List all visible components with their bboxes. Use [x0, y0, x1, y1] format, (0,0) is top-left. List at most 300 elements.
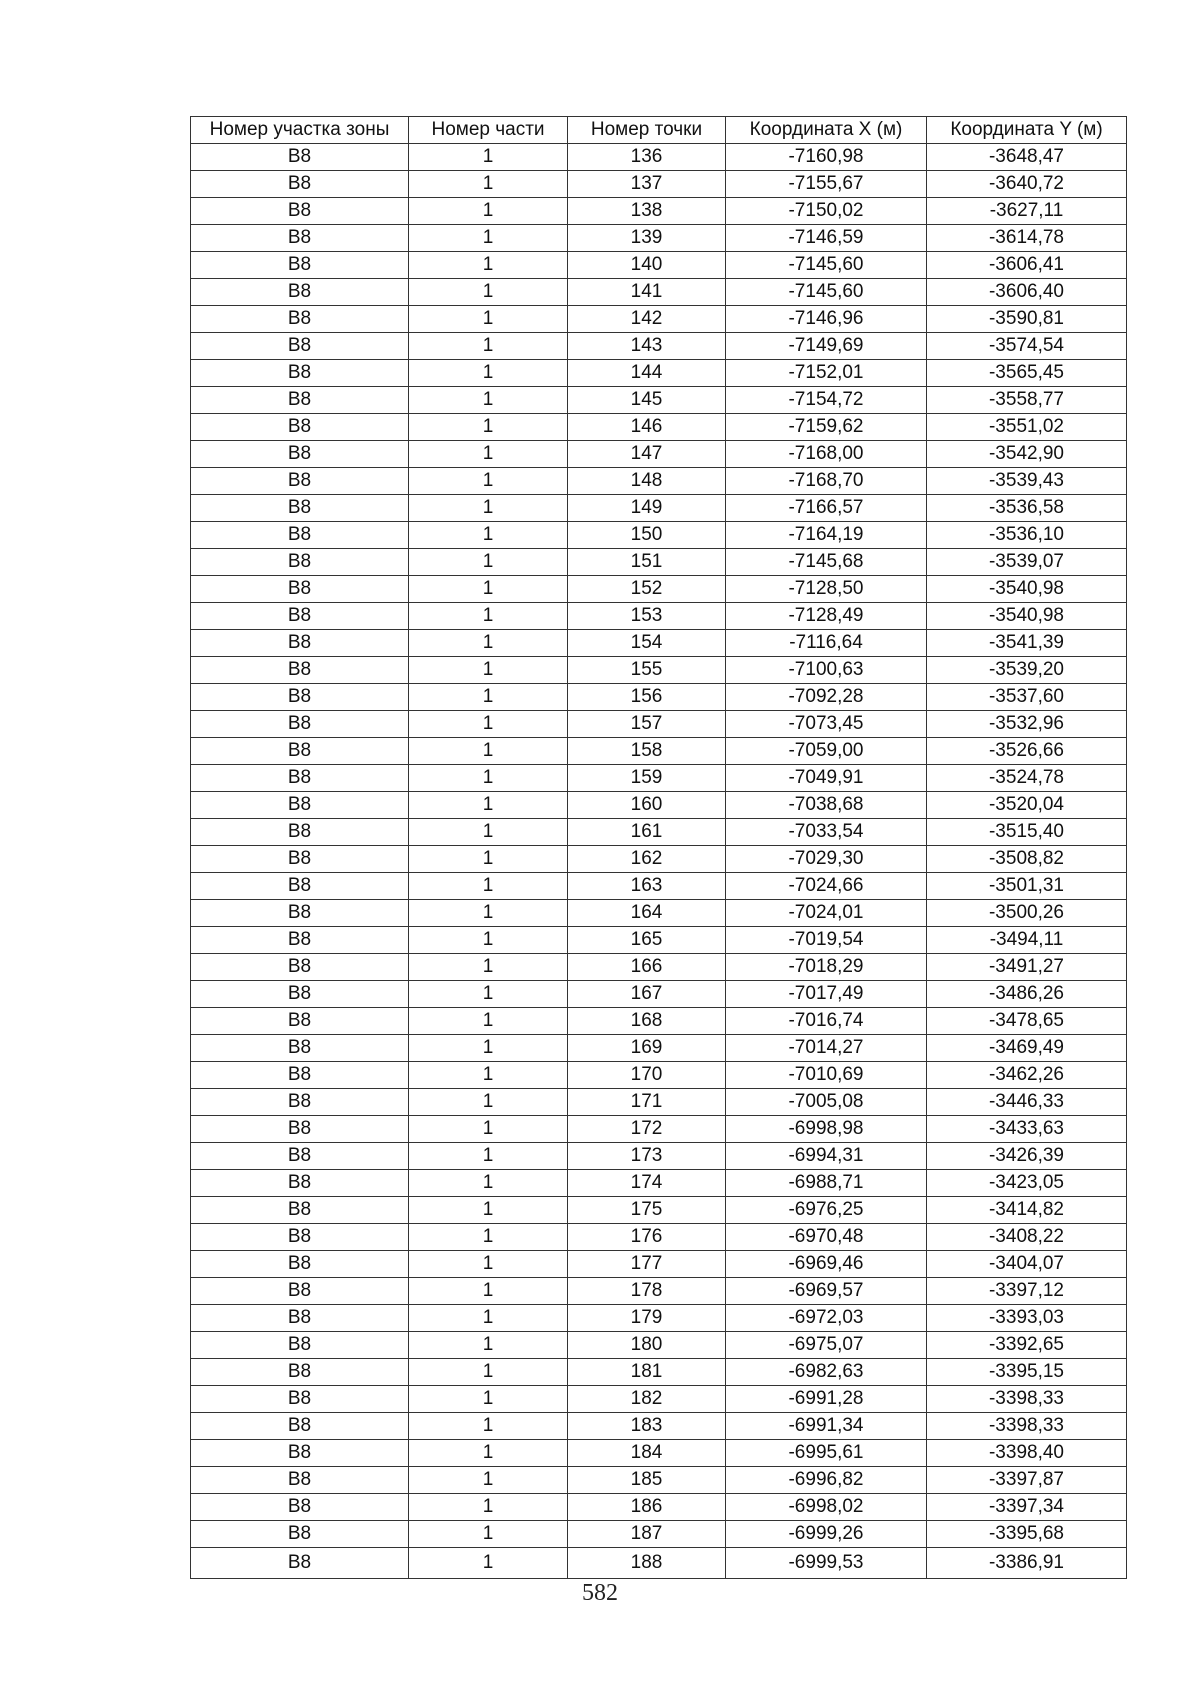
point-number-cell: 170 [568, 1062, 726, 1089]
coordinate-y-cell: -3478,65 [927, 1008, 1127, 1035]
coordinate-x-cell: -7164,19 [726, 522, 927, 549]
zone-section-cell: В8 [191, 1143, 409, 1170]
table-row [191, 1359, 1127, 1386]
table-row [191, 819, 1127, 846]
part-number-cell: 1 [409, 1305, 568, 1332]
point-number-cell: 178 [568, 1278, 726, 1305]
zone-section-cell: В8 [191, 225, 409, 252]
point-number-cell: 173 [568, 1143, 726, 1170]
coordinate-x-cell: -7145,60 [726, 279, 927, 306]
coordinate-y-cell: -3614,78 [927, 225, 1127, 252]
table-row [191, 522, 1127, 549]
point-number-cell: 182 [568, 1386, 726, 1413]
coordinate-y-cell: -3539,43 [927, 468, 1127, 495]
coordinate-x-cell: -7128,49 [726, 603, 927, 630]
table-row [191, 1062, 1127, 1089]
coordinate-y-cell: -3501,31 [927, 873, 1127, 900]
zone-section-cell: В8 [191, 306, 409, 333]
coordinate-y-cell: -3397,12 [927, 1278, 1127, 1305]
zone-section-cell: В8 [191, 738, 409, 765]
coordinate-y-cell: -3408,22 [927, 1224, 1127, 1251]
table-row [191, 711, 1127, 738]
coordinate-y-cell: -3541,39 [927, 630, 1127, 657]
zone-section-cell: В8 [191, 387, 409, 414]
table-row [191, 360, 1127, 387]
coordinate-x-cell: -7092,28 [726, 684, 927, 711]
point-number-cell: 140 [568, 252, 726, 279]
part-number-cell: 1 [409, 1467, 568, 1494]
table-row [191, 603, 1127, 630]
table-row [191, 981, 1127, 1008]
table-row [191, 1170, 1127, 1197]
part-number-cell: 1 [409, 630, 568, 657]
part-number-cell: 1 [409, 900, 568, 927]
part-number-cell: 1 [409, 684, 568, 711]
coordinate-y-cell: -3386,91 [927, 1548, 1127, 1579]
page-number: 582 [582, 1580, 618, 1606]
part-number-cell: 1 [409, 198, 568, 225]
zone-section-cell: В8 [191, 468, 409, 495]
point-number-cell: 180 [568, 1332, 726, 1359]
point-number-cell: 143 [568, 333, 726, 360]
zone-section-cell: В8 [191, 873, 409, 900]
part-number-cell: 1 [409, 171, 568, 198]
point-number-cell: 154 [568, 630, 726, 657]
coordinate-y-cell: -3462,26 [927, 1062, 1127, 1089]
point-number-cell: 185 [568, 1467, 726, 1494]
part-number-cell: 1 [409, 1359, 568, 1386]
coordinate-x-cell: -7018,29 [726, 954, 927, 981]
table-row [191, 846, 1127, 873]
point-number-cell: 166 [568, 954, 726, 981]
zone-section-cell: В8 [191, 1440, 409, 1467]
coordinate-y-cell: -3395,68 [927, 1521, 1127, 1548]
part-number-cell: 1 [409, 1197, 568, 1224]
zone-section-cell: В8 [191, 360, 409, 387]
table-row [191, 252, 1127, 279]
coordinate-x-cell: -6976,25 [726, 1197, 927, 1224]
zone-section-cell: В8 [191, 900, 409, 927]
table-row [191, 1386, 1127, 1413]
table-row [191, 1467, 1127, 1494]
coordinate-y-cell: -3558,77 [927, 387, 1127, 414]
coordinate-x-cell: -6969,46 [726, 1251, 927, 1278]
point-number-cell: 167 [568, 981, 726, 1008]
table-row [191, 576, 1127, 603]
point-number-cell: 146 [568, 414, 726, 441]
coordinate-y-cell: -3433,63 [927, 1116, 1127, 1143]
point-number-cell: 175 [568, 1197, 726, 1224]
zone-section-cell: В8 [191, 252, 409, 279]
zone-section-cell: В8 [191, 792, 409, 819]
coordinate-x-cell: -7024,66 [726, 873, 927, 900]
coordinate-x-cell: -6991,34 [726, 1413, 927, 1440]
zone-section-cell: В8 [191, 819, 409, 846]
point-number-cell: 153 [568, 603, 726, 630]
part-number-cell: 1 [409, 1440, 568, 1467]
point-number-cell: 179 [568, 1305, 726, 1332]
zone-section-cell: В8 [191, 1305, 409, 1332]
point-number-cell: 188 [568, 1548, 726, 1579]
part-number-cell: 1 [409, 387, 568, 414]
zone-section-cell: В8 [191, 522, 409, 549]
coordinate-x-cell: -6972,03 [726, 1305, 927, 1332]
coordinate-x-cell: -7100,63 [726, 657, 927, 684]
point-number-cell: 138 [568, 198, 726, 225]
coordinate-x-cell: -7168,70 [726, 468, 927, 495]
table-row [191, 1305, 1127, 1332]
part-number-cell: 1 [409, 873, 568, 900]
point-number-cell: 174 [568, 1170, 726, 1197]
point-number-cell: 181 [568, 1359, 726, 1386]
zone-section-cell: В8 [191, 954, 409, 981]
coordinate-x-cell: -7073,45 [726, 711, 927, 738]
part-number-cell: 1 [409, 576, 568, 603]
table-row [191, 1035, 1127, 1062]
point-number-cell: 137 [568, 171, 726, 198]
table-row [191, 657, 1127, 684]
table-row [191, 1413, 1127, 1440]
coordinate-y-cell: -3536,10 [927, 522, 1127, 549]
coordinate-y-cell: -3393,03 [927, 1305, 1127, 1332]
coordinate-x-cell: -7029,30 [726, 846, 927, 873]
table-row [191, 225, 1127, 252]
coordinate-y-cell: -3526,66 [927, 738, 1127, 765]
coordinate-x-cell: -7168,00 [726, 441, 927, 468]
part-number-cell: 1 [409, 819, 568, 846]
point-number-cell: 150 [568, 522, 726, 549]
table-row [191, 765, 1127, 792]
zone-section-cell: В8 [191, 1413, 409, 1440]
part-number-cell: 1 [409, 414, 568, 441]
zone-section-cell: В8 [191, 711, 409, 738]
zone-section-cell: В8 [191, 1008, 409, 1035]
coordinate-x-cell: -6982,63 [726, 1359, 927, 1386]
point-number-cell: 165 [568, 927, 726, 954]
zone-section-cell: В8 [191, 171, 409, 198]
coordinate-x-cell: -6998,98 [726, 1116, 927, 1143]
coordinate-x-cell: -7116,64 [726, 630, 927, 657]
table-row [191, 333, 1127, 360]
part-number-cell: 1 [409, 738, 568, 765]
coordinate-x-cell: -6999,53 [726, 1548, 927, 1579]
zone-section-cell: В8 [191, 1386, 409, 1413]
coordinate-y-cell: -3590,81 [927, 306, 1127, 333]
point-number-cell: 171 [568, 1089, 726, 1116]
point-number-cell: 157 [568, 711, 726, 738]
coordinate-x-cell: -7166,57 [726, 495, 927, 522]
coordinate-x-cell: -7049,91 [726, 765, 927, 792]
coordinate-x-cell: -7160,98 [726, 144, 927, 171]
zone-section-cell: В8 [191, 1359, 409, 1386]
part-number-cell: 1 [409, 1062, 568, 1089]
zone-section-cell: В8 [191, 495, 409, 522]
coordinate-y-cell: -3469,49 [927, 1035, 1127, 1062]
part-number-cell: 1 [409, 1143, 568, 1170]
table-row [191, 954, 1127, 981]
part-number-cell: 1 [409, 225, 568, 252]
zone-section-cell: В8 [191, 630, 409, 657]
table-row [191, 1494, 1127, 1521]
coordinate-x-cell: -6988,71 [726, 1170, 927, 1197]
coordinate-y-cell: -3423,05 [927, 1170, 1127, 1197]
zone-section-cell: В8 [191, 333, 409, 360]
coordinate-x-cell: -6970,48 [726, 1224, 927, 1251]
zone-section-cell: В8 [191, 549, 409, 576]
zone-section-cell: В8 [191, 198, 409, 225]
table-row [191, 549, 1127, 576]
zone-section-cell: В8 [191, 981, 409, 1008]
part-number-cell: 1 [409, 954, 568, 981]
coordinate-x-cell: -7145,68 [726, 549, 927, 576]
table-row [191, 1089, 1127, 1116]
coordinate-y-cell: -3486,26 [927, 981, 1127, 1008]
point-number-cell: 177 [568, 1251, 726, 1278]
table-row [191, 198, 1127, 225]
table-row [191, 873, 1127, 900]
coordinate-y-cell: -3515,40 [927, 819, 1127, 846]
table-row [191, 1332, 1127, 1359]
coordinate-y-cell: -3536,58 [927, 495, 1127, 522]
coordinate-y-cell: -3398,33 [927, 1386, 1127, 1413]
zone-section-cell: В8 [191, 1224, 409, 1251]
point-number-cell: 136 [568, 144, 726, 171]
point-number-cell: 184 [568, 1440, 726, 1467]
point-number-cell: 183 [568, 1413, 726, 1440]
zone-section-cell: В8 [191, 657, 409, 684]
table-row [191, 144, 1127, 171]
coordinate-x-cell: -7152,01 [726, 360, 927, 387]
part-number-cell: 1 [409, 981, 568, 1008]
table-row [191, 684, 1127, 711]
part-number-cell: 1 [409, 765, 568, 792]
coordinate-x-cell: -6996,82 [726, 1467, 927, 1494]
zone-section-cell: В8 [191, 1521, 409, 1548]
part-number-cell: 1 [409, 792, 568, 819]
part-number-cell: 1 [409, 1035, 568, 1062]
point-number-cell: 145 [568, 387, 726, 414]
zone-section-cell: В8 [191, 1089, 409, 1116]
zone-section-cell: В8 [191, 927, 409, 954]
coordinate-x-cell: -6969,57 [726, 1278, 927, 1305]
part-number-cell: 1 [409, 1494, 568, 1521]
part-number-cell: 1 [409, 1224, 568, 1251]
coordinate-y-cell: -3606,40 [927, 279, 1127, 306]
coordinate-x-cell: -7019,54 [726, 927, 927, 954]
header-coordinate-y: Координата Y (м) [927, 117, 1127, 144]
part-number-cell: 1 [409, 1332, 568, 1359]
table-row [191, 468, 1127, 495]
part-number-cell: 1 [409, 306, 568, 333]
part-number-cell: 1 [409, 1413, 568, 1440]
table-row [191, 1224, 1127, 1251]
point-number-cell: 172 [568, 1116, 726, 1143]
coordinate-y-cell: -3574,54 [927, 333, 1127, 360]
zone-section-cell: В8 [191, 441, 409, 468]
coordinate-y-cell: -3551,02 [927, 414, 1127, 441]
coordinate-y-cell: -3491,27 [927, 954, 1127, 981]
point-number-cell: 163 [568, 873, 726, 900]
point-number-cell: 169 [568, 1035, 726, 1062]
coordinate-x-cell: -7024,01 [726, 900, 927, 927]
table-row [191, 1521, 1127, 1548]
header-coordinate-x: Координата X (м) [726, 117, 927, 144]
table-row [191, 171, 1127, 198]
coordinate-y-cell: -3398,40 [927, 1440, 1127, 1467]
zone-section-cell: В8 [191, 1251, 409, 1278]
table-row [191, 1116, 1127, 1143]
coordinate-y-cell: -3640,72 [927, 171, 1127, 198]
part-number-cell: 1 [409, 468, 568, 495]
table-row [191, 792, 1127, 819]
coordinate-y-cell: -3539,20 [927, 657, 1127, 684]
zone-section-cell: В8 [191, 1062, 409, 1089]
point-number-cell: 168 [568, 1008, 726, 1035]
coordinate-x-cell: -7128,50 [726, 576, 927, 603]
part-number-cell: 1 [409, 144, 568, 171]
coordinate-y-cell: -3414,82 [927, 1197, 1127, 1224]
coordinate-y-cell: -3397,34 [927, 1494, 1127, 1521]
zone-section-cell: В8 [191, 684, 409, 711]
header-point-number: Номер точки [568, 117, 726, 144]
point-number-cell: 161 [568, 819, 726, 846]
table-row [191, 1278, 1127, 1305]
coordinate-x-cell: -7038,68 [726, 792, 927, 819]
point-number-cell: 151 [568, 549, 726, 576]
coordinate-x-cell: -7033,54 [726, 819, 927, 846]
coordinate-x-cell: -6995,61 [726, 1440, 927, 1467]
table-header [191, 117, 1127, 144]
coordinate-y-cell: -3532,96 [927, 711, 1127, 738]
table-row [191, 495, 1127, 522]
part-number-cell: 1 [409, 1170, 568, 1197]
table-row [191, 1251, 1127, 1278]
coordinate-y-cell: -3627,11 [927, 198, 1127, 225]
zone-section-cell: В8 [191, 1548, 409, 1579]
zone-section-cell: В8 [191, 279, 409, 306]
point-number-cell: 139 [568, 225, 726, 252]
coordinate-x-cell: -7154,72 [726, 387, 927, 414]
coordinate-y-cell: -3494,11 [927, 927, 1127, 954]
coordinate-y-cell: -3540,98 [927, 576, 1127, 603]
table-row [191, 414, 1127, 441]
coordinate-y-cell: -3398,33 [927, 1413, 1127, 1440]
zone-section-cell: В8 [191, 1197, 409, 1224]
header-part-number: Номер части [409, 117, 568, 144]
part-number-cell: 1 [409, 279, 568, 306]
table-row [191, 306, 1127, 333]
part-number-cell: 1 [409, 657, 568, 684]
coordinate-y-cell: -3426,39 [927, 1143, 1127, 1170]
coordinate-x-cell: -7146,96 [726, 306, 927, 333]
part-number-cell: 1 [409, 1521, 568, 1548]
zone-section-cell: В8 [191, 1278, 409, 1305]
zone-section-cell: В8 [191, 1035, 409, 1062]
coordinate-y-cell: -3539,07 [927, 549, 1127, 576]
part-number-cell: 1 [409, 1548, 568, 1579]
table-row [191, 900, 1127, 927]
table-row [191, 1197, 1127, 1224]
coordinate-y-cell: -3446,33 [927, 1089, 1127, 1116]
table-row [191, 1440, 1127, 1467]
coordinate-x-cell: -7014,27 [726, 1035, 927, 1062]
coordinate-x-cell: -7005,08 [726, 1089, 927, 1116]
point-number-cell: 176 [568, 1224, 726, 1251]
point-number-cell: 144 [568, 360, 726, 387]
coordinate-x-cell: -7016,74 [726, 1008, 927, 1035]
point-number-cell: 141 [568, 279, 726, 306]
point-number-cell: 162 [568, 846, 726, 873]
part-number-cell: 1 [409, 1008, 568, 1035]
coordinate-x-cell: -7010,69 [726, 1062, 927, 1089]
coordinate-y-cell: -3500,26 [927, 900, 1127, 927]
part-number-cell: 1 [409, 1278, 568, 1305]
part-number-cell: 1 [409, 333, 568, 360]
zone-section-cell: В8 [191, 603, 409, 630]
point-number-cell: 149 [568, 495, 726, 522]
table-row [191, 1143, 1127, 1170]
coordinate-y-cell: -3392,65 [927, 1332, 1127, 1359]
header-zone-section: Номер участка зоны [191, 117, 409, 144]
part-number-cell: 1 [409, 252, 568, 279]
coordinate-y-cell: -3395,15 [927, 1359, 1127, 1386]
part-number-cell: 1 [409, 1251, 568, 1278]
coordinate-y-cell: -3540,98 [927, 603, 1127, 630]
coordinate-x-cell: -7017,49 [726, 981, 927, 1008]
part-number-cell: 1 [409, 1386, 568, 1413]
coordinate-x-cell: -6975,07 [726, 1332, 927, 1359]
coordinate-x-cell: -6998,02 [726, 1494, 927, 1521]
coordinate-x-cell: -6999,26 [726, 1521, 927, 1548]
point-number-cell: 147 [568, 441, 726, 468]
part-number-cell: 1 [409, 846, 568, 873]
zone-section-cell: В8 [191, 1170, 409, 1197]
point-number-cell: 148 [568, 468, 726, 495]
coordinate-x-cell: -7146,59 [726, 225, 927, 252]
part-number-cell: 1 [409, 1116, 568, 1143]
table-row [191, 387, 1127, 414]
point-number-cell: 186 [568, 1494, 726, 1521]
header-row [191, 117, 1127, 144]
point-number-cell: 156 [568, 684, 726, 711]
point-number-cell: 152 [568, 576, 726, 603]
point-number-cell: 155 [568, 657, 726, 684]
part-number-cell: 1 [409, 495, 568, 522]
table-row [191, 630, 1127, 657]
table-row [191, 738, 1127, 765]
coordinate-x-cell: -6991,28 [726, 1386, 927, 1413]
table-row [191, 1008, 1127, 1035]
table-row [191, 927, 1127, 954]
coordinate-y-cell: -3520,04 [927, 792, 1127, 819]
coordinate-y-cell: -3404,07 [927, 1251, 1127, 1278]
coordinate-y-cell: -3648,47 [927, 144, 1127, 171]
coordinate-x-cell: -7145,60 [726, 252, 927, 279]
zone-section-cell: В8 [191, 1467, 409, 1494]
coordinate-y-cell: -3524,78 [927, 765, 1127, 792]
table-body [191, 144, 1127, 1579]
part-number-cell: 1 [409, 603, 568, 630]
part-number-cell: 1 [409, 1089, 568, 1116]
zone-section-cell: В8 [191, 576, 409, 603]
coordinate-y-cell: -3542,90 [927, 441, 1127, 468]
table-row [191, 1548, 1127, 1579]
point-number-cell: 187 [568, 1521, 726, 1548]
coordinate-x-cell: -7059,00 [726, 738, 927, 765]
part-number-cell: 1 [409, 360, 568, 387]
zone-section-cell: В8 [191, 1494, 409, 1521]
point-number-cell: 158 [568, 738, 726, 765]
